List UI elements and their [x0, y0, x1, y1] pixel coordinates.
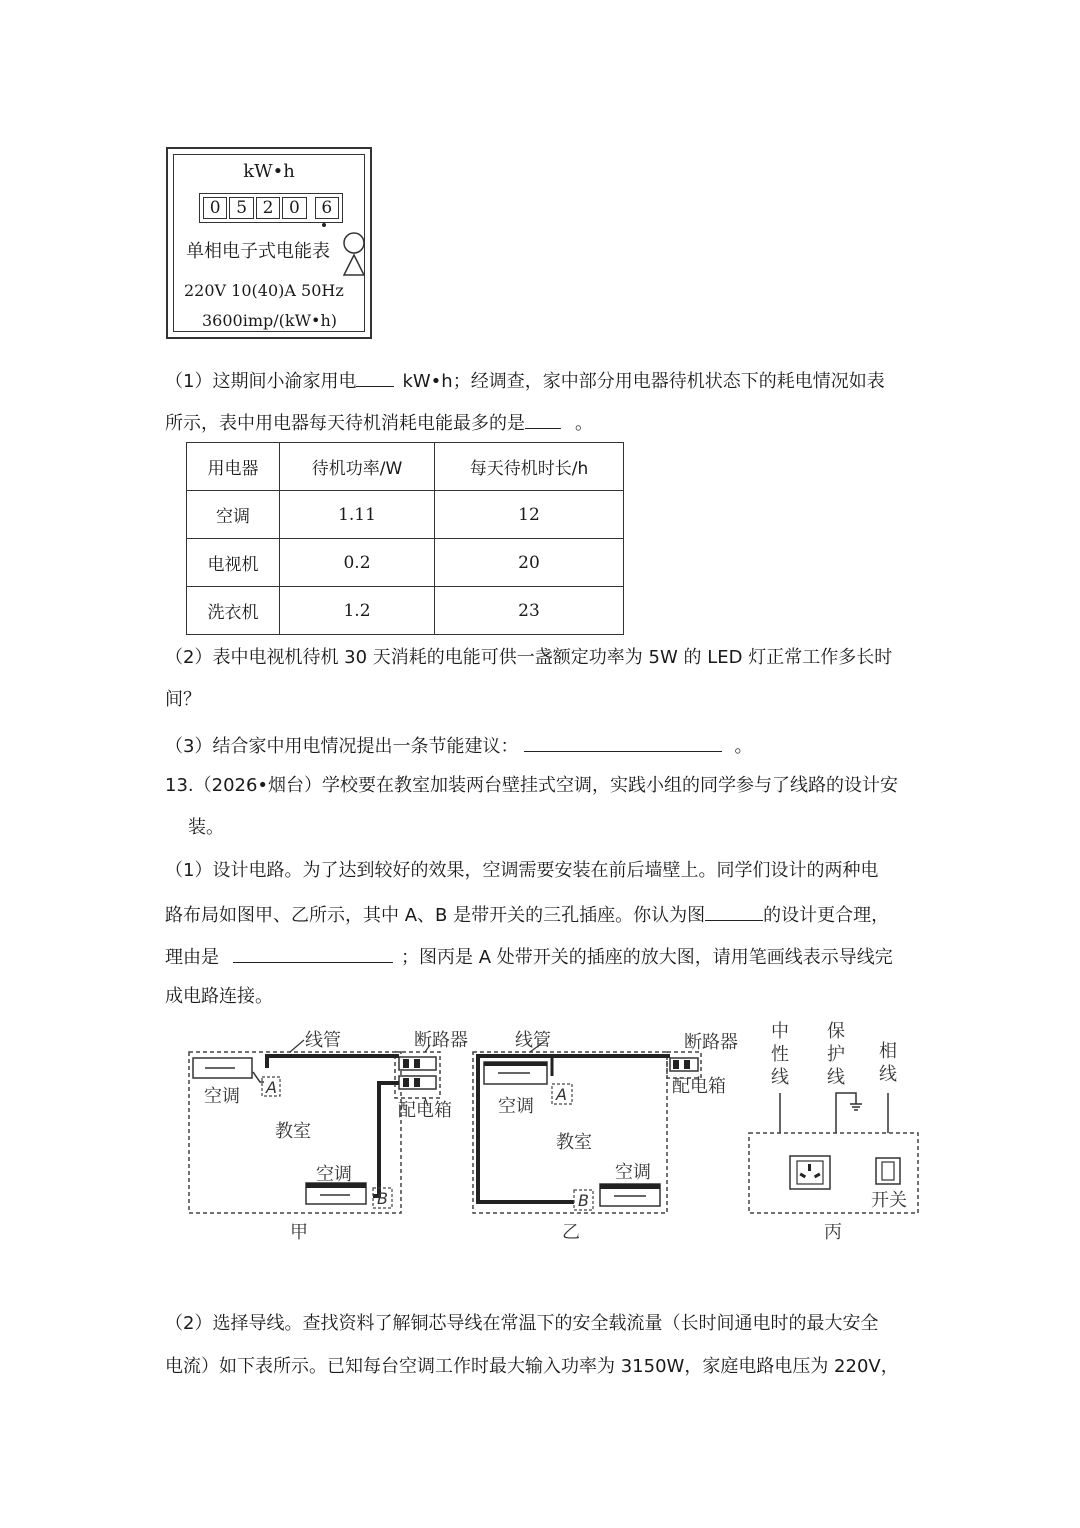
label-room: 教室	[275, 1121, 311, 1142]
label-char: 性	[771, 1044, 789, 1065]
diagram-yi	[473, 1041, 701, 1213]
table-cell: 20	[435, 539, 624, 587]
table-cell: 1.11	[280, 491, 435, 539]
label-char: 线	[879, 1064, 897, 1085]
meter-spec: 220V 10(40)A 50Hz	[184, 281, 344, 300]
table-cell: 0.2	[280, 539, 435, 587]
q12-p1-text-b: kW•h；经调查，家中部分用电器待机状态下的耗电情况如表	[402, 371, 885, 392]
q12-p3-text-b: 。	[734, 736, 753, 757]
label-neutral	[771, 1020, 791, 1089]
meter-name: 单相电子式电能表	[186, 241, 330, 262]
label-char: 相	[879, 1041, 897, 1062]
table-header: 待机功率/W	[280, 443, 435, 491]
label-breaker: 断路器	[414, 1030, 468, 1051]
meter-digit: 2	[256, 197, 280, 219]
label-live	[879, 1040, 899, 1086]
label-switch: 开关	[871, 1190, 907, 1211]
label-socket-b: B	[578, 1191, 589, 1210]
table-header: 用电器	[187, 443, 280, 491]
q12-p2-line1: （2）表中电视机待机 30 天消耗的电能可供一盏额定功率为 5W 的 LED 灯正常工作多长时	[165, 647, 893, 668]
table-cell: 12	[435, 491, 624, 539]
label-ac: 空调	[498, 1096, 534, 1117]
label-conduit: 线管	[515, 1030, 551, 1051]
label-room: 教室	[556, 1132, 592, 1153]
label-conduit: 线管	[305, 1030, 341, 1051]
table-cell: 1.2	[280, 587, 435, 635]
q12-p1-text-a: （1）这期间小渝家用电	[165, 371, 357, 392]
label-char: 中	[771, 1021, 789, 1042]
label-ac: 空调	[615, 1162, 651, 1183]
label-box: 配电箱	[398, 1100, 452, 1121]
meter-digit: 5	[229, 197, 253, 219]
q13-p1-text-a: 路布局如图甲、乙所示，其中 A、B 是带开关的三孔插座。你认为图	[165, 905, 706, 926]
q13-p2-line2: 电流）如下表所示。已知每台空调工作时最大输入功率为 3150W，家庭电路电压为 220V，	[165, 1356, 899, 1377]
table-cell: 电视机	[187, 539, 280, 587]
q13-p2-line1: （2）选择导线。查找资料了解铜芯导线在常温下的安全载流量（长时间通电时的最大安全	[165, 1313, 879, 1334]
label-socket-b: B	[377, 1189, 388, 1208]
label-char: 保	[827, 1021, 845, 1042]
label-socket-a: A	[556, 1085, 567, 1104]
q13-p1-text-d: ；图丙是 A 处带开关的插座的放大图，请用笔画线表示导线完	[401, 947, 893, 968]
label-ac: 空调	[316, 1164, 352, 1185]
meter-unit: kW•h	[243, 161, 295, 182]
q13-p1-line4: 成电路连接。	[165, 986, 273, 1007]
table-cell: 空调	[187, 491, 280, 539]
label-yi: 乙	[562, 1222, 580, 1243]
diagram-jia	[189, 1040, 440, 1213]
label-ground	[827, 1020, 847, 1089]
q13-p1-text-b: 的设计更合理，	[763, 905, 890, 926]
q13-title-line1: 13.（2026•烟台）学校要在教室加装两台壁挂式空调，实践小组的同学参与了线路的设计安	[165, 775, 899, 796]
q12-p1-text-d: 。	[575, 413, 593, 434]
q13-p1-text-c: 理由是	[165, 947, 219, 968]
q13-title-line2: 装。	[188, 817, 224, 838]
meter-imp: 3600imp/(kW•h)	[202, 311, 338, 330]
q12-p1-text-c: 所示，表中用电器每天待机消耗电能最多的是	[165, 413, 525, 434]
label-box: 配电箱	[672, 1076, 726, 1097]
meter-digit: 0	[282, 197, 306, 219]
label-breaker: 断路器	[684, 1032, 738, 1053]
table-cell: 洗衣机	[187, 587, 280, 635]
q12-p3-text-a: （3）结合家中用电情况提出一条节能建议：	[165, 736, 519, 757]
meter-digit: 0	[203, 197, 227, 219]
label-bing: 丙	[824, 1222, 842, 1243]
table-cell: 23	[435, 587, 624, 635]
label-ac: 空调	[204, 1086, 240, 1107]
q12-p2-line2: 间？	[165, 689, 201, 710]
label-jia: 甲	[290, 1222, 308, 1243]
label-char: 线	[771, 1067, 789, 1088]
label-char: 线	[827, 1067, 845, 1088]
table-header: 每天待机时长/h	[435, 443, 624, 491]
label-char: 护	[827, 1044, 845, 1065]
meter-digit-decimal: 6	[315, 197, 339, 219]
q13-p1-line1: （1）设计电路。为了达到较好的效果，空调需要安装在前后墙壁上。同学们设计的两种电	[165, 860, 879, 881]
label-socket-a: A	[266, 1078, 277, 1097]
